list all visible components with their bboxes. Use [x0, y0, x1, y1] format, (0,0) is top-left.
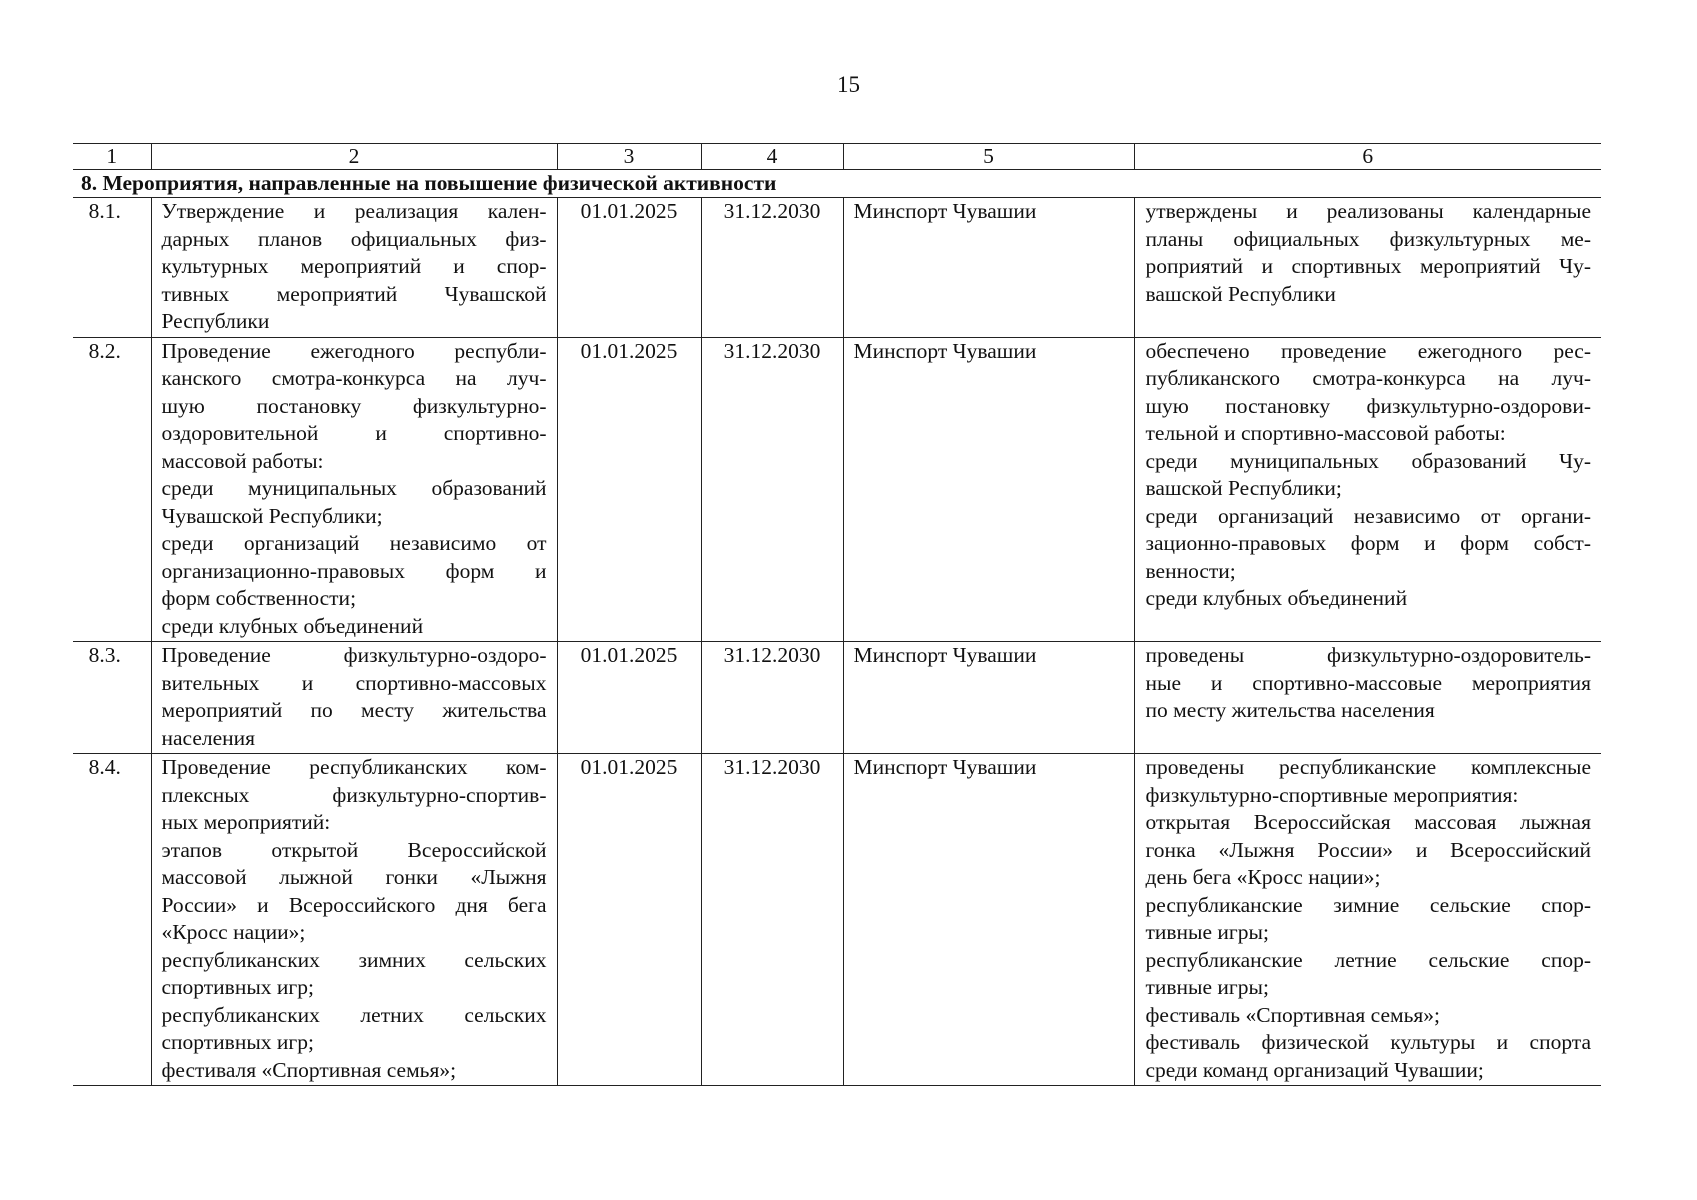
text-line: этапов открытой Всероссийской — [161, 837, 547, 862]
header-cell-1: 1 — [73, 144, 151, 170]
text-line: утверждены и реализованы календарные — [1145, 199, 1591, 223]
text-line: шую постановку физкультурно- — [161, 393, 547, 418]
text-line: республиканские зимние сельские спор- — [1145, 892, 1591, 917]
text-line: среди организаций независимо от органи- — [1145, 503, 1591, 528]
text-line: Чувашской Республики; — [161, 503, 383, 528]
expected-result — [1134, 337, 1601, 642]
row-number: 8.1. — [73, 198, 151, 338]
text-line: Проведение ежегодного республи- — [161, 338, 547, 363]
text-line: оздоровительной и спортивно- — [161, 421, 547, 445]
text-line: республиканских летних сельских — [161, 1002, 547, 1027]
text-line: плексных физкультурно-спортив- — [161, 782, 547, 807]
measures-table — [73, 143, 1601, 1086]
text-line: среди муниципальных образований — [161, 476, 547, 500]
row-number: 8.4. — [73, 754, 151, 1086]
page-number: 15 — [837, 72, 860, 97]
text-line: фестиваля «Спортивная семья»; — [161, 1057, 457, 1082]
text-line: спортивных игр; — [161, 975, 314, 999]
text-line: венности; — [1145, 558, 1236, 583]
header-cell-3: 3 — [557, 144, 701, 170]
text-line: форм собственности; — [161, 586, 357, 610]
expected-result — [1134, 642, 1601, 754]
header-cell-2: 2 — [151, 144, 557, 170]
text-line: массовой работы: — [161, 448, 324, 473]
section-title: 8. Мероприятия, направленные на повышение физической активности — [73, 170, 1601, 198]
expected-result — [1134, 198, 1601, 338]
measure-title — [151, 337, 557, 642]
start-date: 01.01.2025 — [557, 754, 701, 1086]
text-line: проведены республиканские комплексные — [1145, 755, 1591, 779]
text-line: публиканского смотра-конкурса на луч- — [1145, 366, 1591, 390]
text-line: республиканские летние сельские спор- — [1145, 947, 1591, 972]
text-line: культурных мероприятий и спор- — [161, 254, 547, 278]
header-row — [73, 144, 1601, 170]
text-line: фестиваль «Спортивная семья»; — [1145, 1002, 1441, 1027]
text-line: проведены физкультурно-оздоровитель- — [1145, 643, 1591, 667]
text-line: тивные игры; — [1145, 920, 1269, 944]
text-line: вашской Республики; — [1145, 476, 1342, 500]
table-row — [73, 754, 1601, 1086]
responsible-org: Минспорт Чувашии — [843, 198, 1134, 338]
measure-title — [151, 198, 557, 338]
start-date: 01.01.2025 — [557, 642, 701, 754]
text-line: роприятий и спортивных мероприятий Чу- — [1145, 254, 1591, 278]
text-line: ных мероприятий: — [161, 810, 331, 834]
text-line: планы официальных физкультурных ме- — [1145, 226, 1591, 251]
text-line: тивных мероприятий Чувашской — [161, 281, 547, 306]
text-line: мероприятий по месту жительства — [161, 698, 547, 722]
text-line: шую постановку физкультурно-оздорови- — [1145, 393, 1591, 418]
text-line: России» и Всероссийского дня бега — [161, 892, 547, 917]
text-line: вашской Республики — [1145, 281, 1336, 306]
table-row — [73, 337, 1601, 642]
text-line: тивные игры; — [1145, 975, 1269, 999]
text-line: физкультурно-спортивные мероприятия: — [1145, 782, 1519, 807]
end-date: 31.12.2030 — [701, 642, 843, 754]
text-line: день бега «Кросс нации»; — [1145, 865, 1381, 889]
text-line: канского смотра-конкурса на луч- — [161, 366, 547, 390]
header-cell-4: 4 — [701, 144, 843, 170]
text-line: тельной и спортивно-массовой работы: — [1145, 421, 1506, 445]
text-line: организационно-правовых форм и — [161, 558, 547, 583]
start-date: 01.01.2025 — [557, 198, 701, 338]
section-row — [73, 170, 1601, 198]
text-line: республиканских зимних сельских — [161, 947, 547, 972]
text-line: среди клубных объединений — [1145, 586, 1408, 610]
text-line: дарных планов официальных физ- — [161, 226, 547, 251]
text-line: среди команд организаций Чувашии; — [1145, 1057, 1484, 1082]
header-cell-5: 5 — [843, 144, 1134, 170]
table-row — [73, 642, 1601, 754]
text-line: зационно-правовых форм и форм собст- — [1145, 531, 1591, 555]
text-line: Республики — [161, 309, 270, 333]
text-line: открытая Всероссийская массовая лыжная — [1145, 810, 1591, 834]
text-line: Утверждение и реализация кален- — [161, 199, 547, 223]
expected-result — [1134, 754, 1601, 1086]
responsible-org: Минспорт Чувашии — [843, 642, 1134, 754]
text-line: «Кросс нации»; — [161, 920, 306, 944]
measure-title — [151, 754, 557, 1086]
responsible-org: Минспорт Чувашии — [843, 754, 1134, 1086]
end-date: 31.12.2030 — [701, 198, 843, 338]
text-line: вительных и спортивно-массовых — [161, 670, 547, 695]
text-line: Проведение физкультурно-оздоро- — [161, 643, 547, 667]
header-cell-6: 6 — [1134, 144, 1601, 170]
row-number: 8.3. — [73, 642, 151, 754]
responsible-org: Минспорт Чувашии — [843, 337, 1134, 642]
start-date: 01.01.2025 — [557, 337, 701, 642]
text-line: среди муниципальных образований Чу- — [1145, 448, 1591, 473]
text-line: ные и спортивно-массовые мероприятия — [1145, 670, 1591, 695]
text-line: среди клубных объединений — [161, 613, 424, 638]
end-date: 31.12.2030 — [701, 337, 843, 642]
text-line: по месту жительства населения — [1145, 698, 1435, 722]
text-line: гонка «Лыжня России» и Всероссийский — [1145, 837, 1591, 862]
table-row — [73, 198, 1601, 338]
text-line: спортивных игр; — [161, 1030, 314, 1054]
text-line: населения — [161, 725, 256, 750]
text-line: фестиваль физической культуры и спорта — [1145, 1030, 1591, 1054]
text-line: среди организаций независимо от — [161, 531, 547, 555]
text-line: обеспечено проведение ежегодного рес- — [1145, 338, 1591, 363]
row-number: 8.2. — [73, 337, 151, 642]
text-line: Проведение республиканских ком- — [161, 755, 547, 779]
text-line: массовой лыжной гонки «Лыжня — [161, 865, 547, 889]
end-date: 31.12.2030 — [701, 754, 843, 1086]
measure-title — [151, 642, 557, 754]
